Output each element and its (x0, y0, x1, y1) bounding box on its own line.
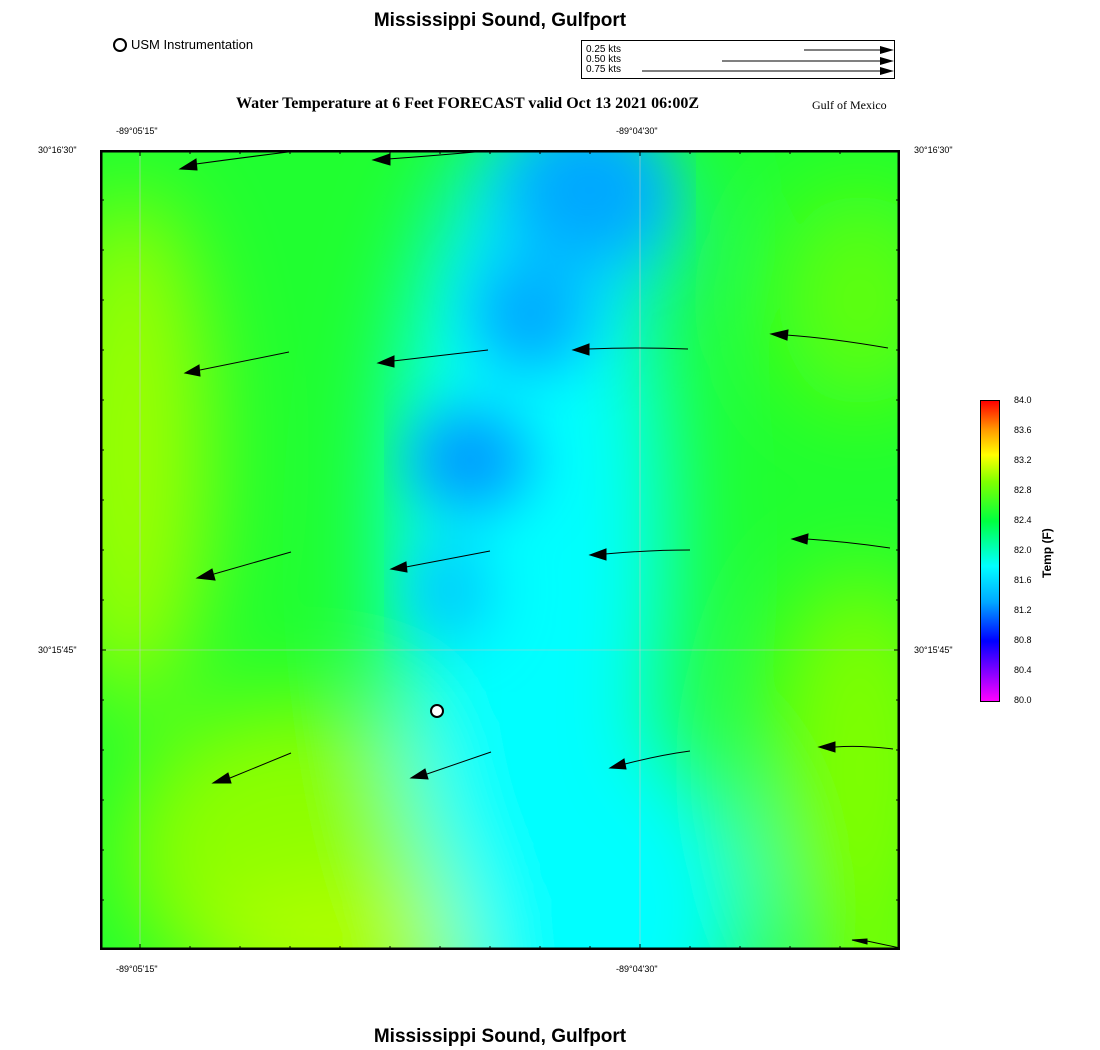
colorbar-tick: 82.0 (1014, 545, 1032, 555)
temperature-map[interactable] (100, 150, 900, 950)
colorbar-tick: 82.4 (1014, 515, 1032, 525)
lon-label-top-2: -89°04'30" (616, 126, 658, 136)
map-title: Mississippi Sound, Gulfport (373, 10, 627, 31)
forecast-subtitle: Water Temperature at 6 Feet FORECAST valid Oct 13 2021 06:00Z (236, 95, 700, 112)
colorbar-tick: 80.0 (1014, 695, 1032, 705)
lon-label-top-1: -89°05'15" (116, 126, 158, 136)
lat-label-right-1: 30°16'30" (914, 145, 953, 155)
temperature-field (100, 150, 900, 950)
colorbar-tick: 81.2 (1014, 605, 1032, 615)
lat-label-left-1: 30°16'30" (38, 145, 77, 155)
arrow-icon (880, 67, 894, 75)
vector-legend (581, 40, 895, 79)
vector-legend-025: 0.25 kts (586, 44, 622, 55)
colorbar-tick: 82.8 (1014, 485, 1032, 495)
footer-title: Mississippi Sound, Gulfport (373, 1026, 627, 1047)
colorbar-title: Temp (F) (1040, 528, 1054, 578)
station-marker-icon (113, 38, 127, 52)
region-label: Gulf of Mexico (812, 98, 887, 112)
lat-label-left-2: 30°15'45" (38, 645, 77, 655)
usm-station-marker[interactable] (430, 704, 444, 718)
colorbar-tick: 80.4 (1014, 665, 1032, 675)
colorbar-tick: 84.0 (1014, 395, 1032, 405)
station-legend (113, 37, 253, 52)
lon-label-bottom-2: -89°04'30" (616, 964, 658, 974)
vector-legend-arrows (582, 41, 894, 78)
colorbar-tick: 80.8 (1014, 635, 1032, 645)
arrow-icon (880, 57, 894, 65)
colorbar-tick: 81.6 (1014, 575, 1032, 585)
arrow-icon (880, 46, 894, 54)
lat-label-right-2: 30°15'45" (914, 645, 953, 655)
lon-label-bottom-1: -89°05'15" (116, 964, 158, 974)
station-legend-label: USM Instrumentation (131, 37, 254, 52)
vector-legend-075: 0.75 kts (586, 64, 622, 75)
temperature-colorbar (980, 400, 1000, 702)
colorbar-tick: 83.6 (1014, 425, 1032, 435)
colorbar-tick: 83.2 (1014, 455, 1032, 465)
vector-legend-050: 0.50 kts (586, 54, 622, 65)
